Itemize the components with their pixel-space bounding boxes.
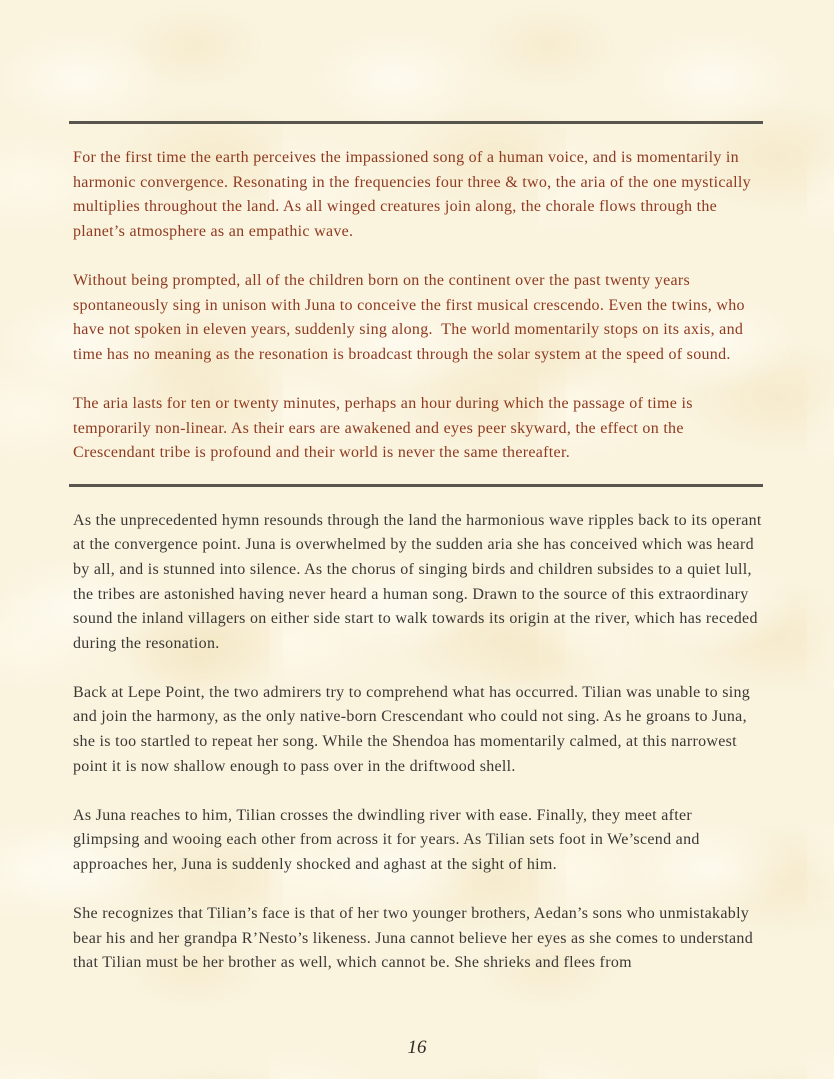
paragraph: As the unprecedented hymn resounds through the land the harmonious wave ripples back to its operant at the convergence point. Juna is overwhelmed by the sudden aria she has conceived which was heard by all, and is stunned into silence. As the chorus of singing birds and children subsides to a quiet lull, the tribes are astonished having never heard a human song. Drawn to the source of this extraordinary sound the inland villagers on either side start to walk towards its origin at the river, which has receded during the resonation. [73, 511, 766, 652]
paragraph: Back at Lepe Point, the two admirers try to comprehend what has occurred. Tilian was unable to sing and join the harmony, as the only native-born Crescendant who could not sing. As he groans to Juna, she is too startled to repeat her song. While the Shendoa has momentarily calmed, at this narrowest point it is now shallow enough to pass over in the driftwood shell. [73, 683, 755, 775]
paragraph: She recognizes that Tilian’s face is that of her two younger brothers, Aedan’s sons who unmistakably bear his and her grandpa R’Nesto’s likeness. Juna cannot believe her eyes as she comes to understand that Tilian must be her brother as well, which cannot be. She shrieks and flees from [73, 905, 758, 972]
paragraph: As Juna reaches to him, Tilian crosses the dwindling river with ease. Finally, they meet after glimpsing and wooing each other from across it for years. As Tilian sets foot in We’scend and approaches her, Juna is suddenly shocked and aghast at the sight of him. [73, 806, 704, 874]
body-section [69, 487, 766, 976]
paragraph: The aria lasts for ten or twenty minutes, perhaps an hour during which the passage of time is temporarily non-linear. As their ears are awakened and eyes peer skyward, the effect on the Crescendant tribe is profound and their world is never the same thereafter. [73, 394, 698, 462]
paragraph: For the first time the earth perceives the impassioned song of a human voice, and is momentarily in harmonic convergence. Resonating in the frequencies four three & two, the aria of the one mystically multiplies throughout the land. As all winged creatures join along, the chorale flows through the planet’s atmosphere as an empathic wave. [73, 149, 756, 240]
page-content [69, 121, 766, 976]
accent-section [69, 124, 763, 466]
page-number: 16 [407, 1037, 427, 1058]
paragraph: Without being prompted, all of the children born on the continent over the past twenty years spontaneously sing in unison with Juna to conceive the first musical crescendo. Even the twins, who have not spoken in eleven years, suddenly sing along. The world momentarily stops on its axis, and time has no meaning as the resonation is broadcast through the solar system at the speed of sound. [73, 271, 750, 363]
